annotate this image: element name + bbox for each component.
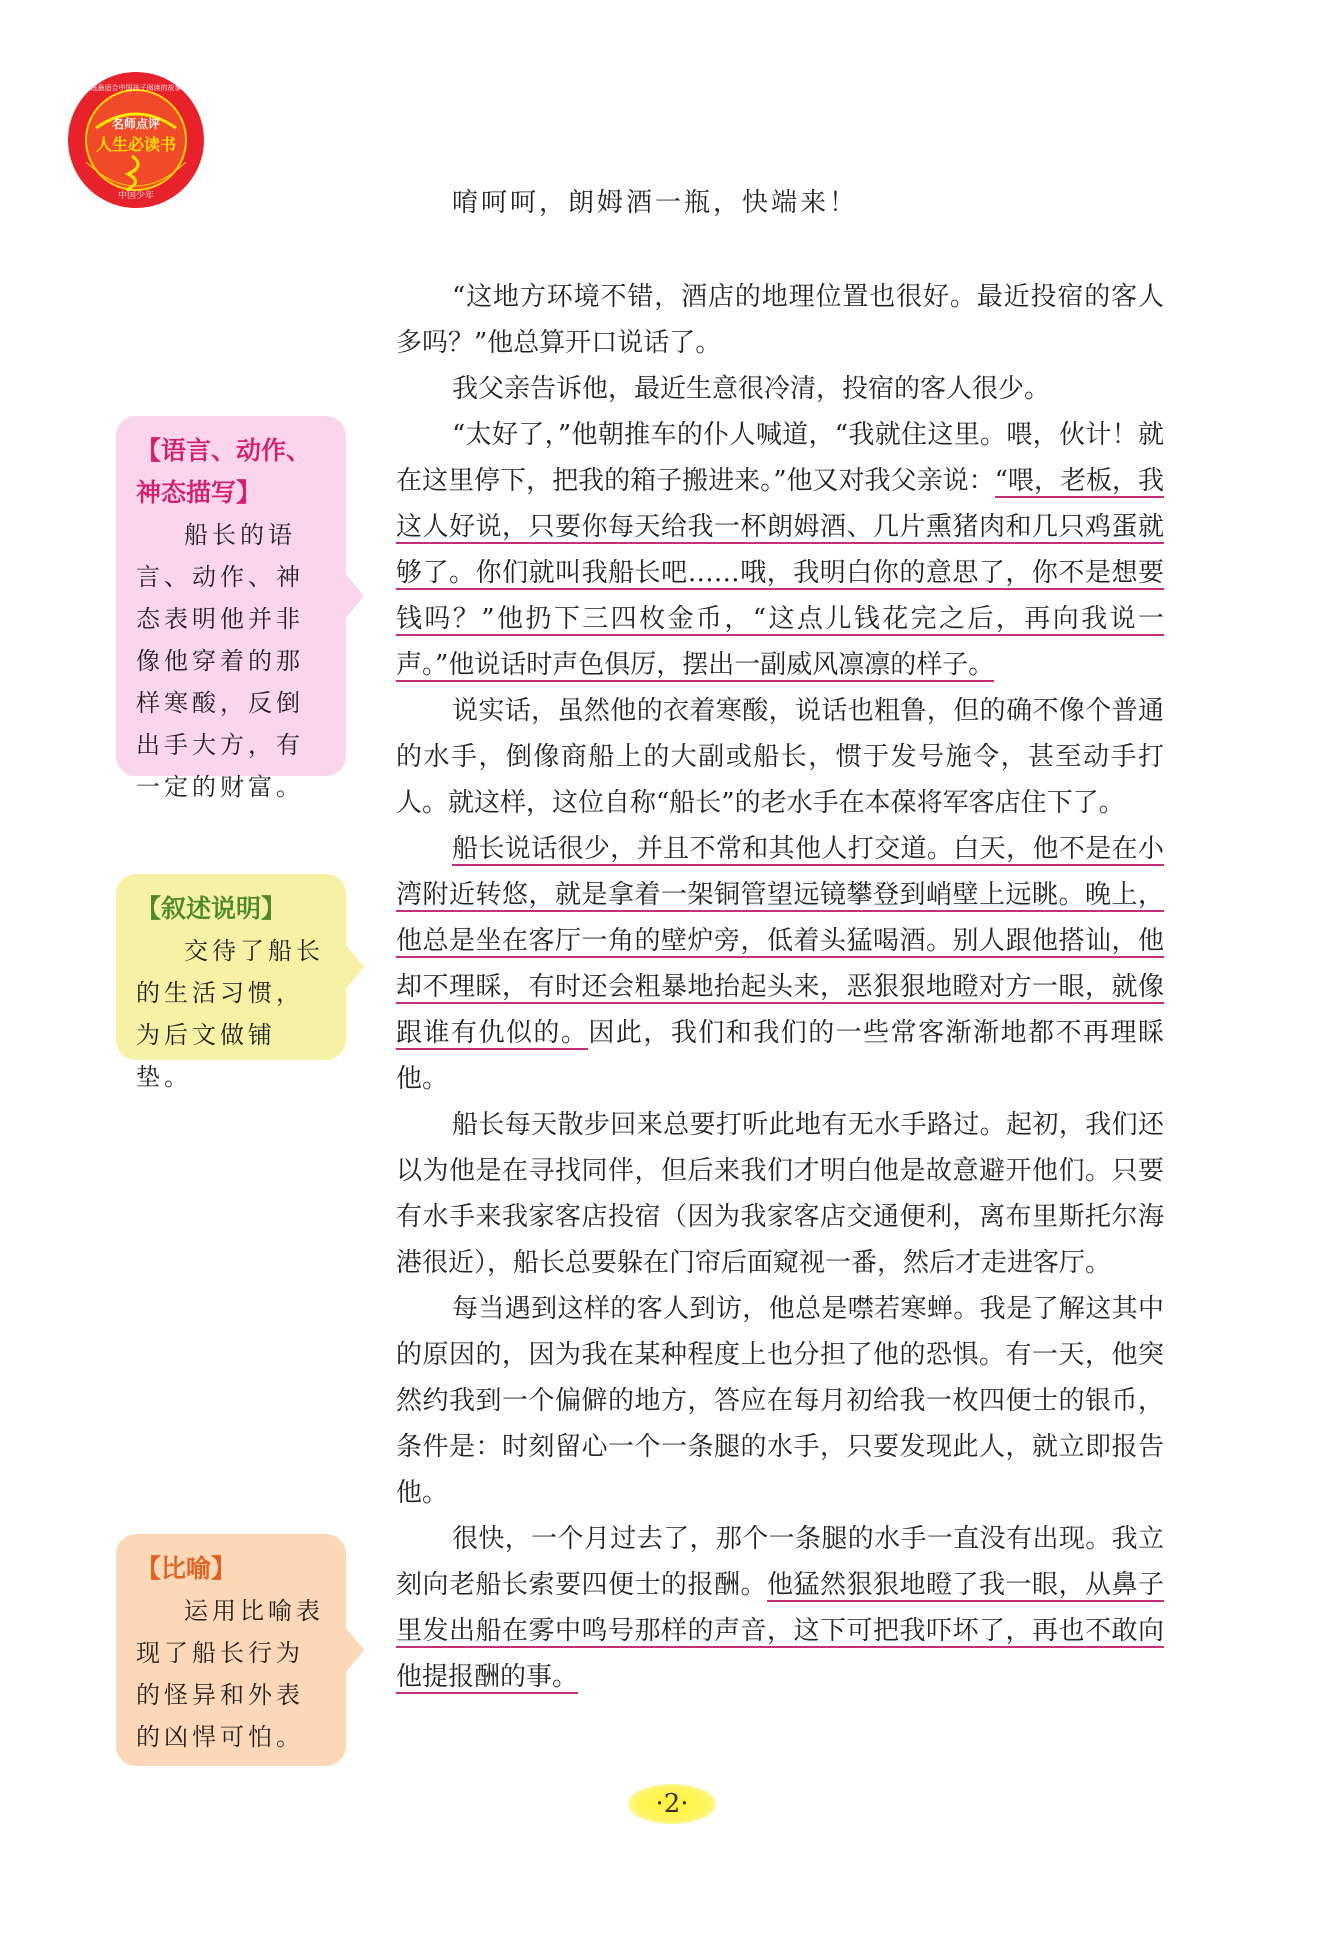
paragraph-7: 每当遇到这样的客人到访，他总是噤若寒蝉。我是了解这其中的原因的，因为我在某种程度上也分担了他的恐惧。有一天，他突然约我到一个偏僻的地方，答应在每月初给我一枚四便士的银币，条件是：时刻留心一个一条腿的水手，只要发现此人，就立即报告他。	[396, 1294, 1164, 1508]
paragraph-3-text: “太好了，”他朝推车的仆人喊道，“我就住这里。喂，伙计！就在这里停下，把我的箱子搬进来。”他又对我父亲说：	[396, 420, 1164, 496]
logo-title-main: 人生必读书	[95, 135, 177, 154]
main-text	[396, 180, 1164, 1700]
paragraph-1: “这地方环境不错，酒店的地理位置也很好。最近投宿的客人多吗？”他总算开口说话了。	[396, 282, 1164, 358]
page-number: ·2·	[628, 1784, 716, 1824]
paragraph-3	[396, 412, 1164, 688]
logo-ring-text: 精选最适合中国孩子阅读的故事书	[83, 84, 189, 92]
logo-title-top: 名师点评	[111, 117, 161, 131]
paragraph-6: 船长每天散步回来总要打听此地有无水手路过。起初，我们还以为他是在寻找同伴，但后来我们才明白他是故意避开他们。只要有水手来我家客店投宿（因为我家客店交通便利，离布里斯托尔海港很近），船长总要躲在门帘后面窥视一番，然后才走进客厅。	[396, 1110, 1164, 1278]
poem-line: 唷呵呵，朗姆酒一瓶，快端来！	[452, 188, 859, 218]
underlined-passage-1: “喂，老板，我这人好说，只要你每天给我一杯朗姆酒、几片熏猪肉和几只鸡蛋就够了。你们就叫我船长吧……哦，我明白你的意思了，你不是想要钱吗？”他扔下三四枚金币，“这点儿钱花完之后，再向我说一声。”他说话时声色俱厉，摆出一副威风凛凛的样子。	[396, 466, 1164, 680]
note-body: 船长的语言、动作、神态表明他并非像他穿着的那样寒酸，反倒出手大方，有一定的财富。	[136, 521, 304, 801]
paragraph-4: 说实话，虽然他的衣着寒酸，说话也粗鲁，但的确不像个普通的水手，倒像商船上的大副或船长，惯于发号施令，甚至动手打人。就这样，这位自称“船长”的老水手在本葆将军客店住下了。	[396, 696, 1164, 818]
paragraph-8-text: 很快，一个月过去了，那个一条腿的水手一直没有出现。我立刻向老船长索要四便士的报酬。	[396, 1524, 1164, 1600]
underlined-passage-3: 他猛然狠狠地瞪了我一眼，从鼻子里发出船在雾中鸣号那样的声音，这下可把我吓坏了，再也不敢向他提报酬的事。	[396, 1570, 1164, 1692]
paragraph-5-text: 因此，我们和我们的一些常客渐渐地都不再理睬他。	[396, 1018, 1164, 1094]
margin-note-narration	[116, 874, 346, 1091]
note-title: 【叙述说明】	[136, 894, 287, 923]
paragraph-2: 我父亲告诉他，最近生意很冷清，投宿的客人很少。	[452, 374, 1051, 404]
note-title: 【语言、动作、神态描写】	[136, 436, 312, 507]
series-logo-badge	[66, 70, 206, 210]
note-body: 运用比喻表现了船长行为的怪异和外表的凶悍可怕。	[136, 1597, 324, 1751]
note-title: 【比喻】	[136, 1554, 237, 1583]
margin-note-metaphor	[116, 1534, 346, 1766]
margin-note-description	[116, 416, 346, 801]
paragraph-5	[396, 826, 1164, 1102]
paragraph-8	[396, 1516, 1164, 1700]
note-body: 交待了船长的生活习惯，为后文做铺垫。	[136, 937, 324, 1091]
underlined-passage-2: 船长说话很少，并且不常和其他人打交道。白天，他不是在小湾附近转悠，就是拿着一架铜管望远镜攀登到峭壁上远眺。晚上，他总是坐在客厅一角的壁炉旁，低着头猛喝酒。别人跟他搭讪，他却不理睬，有时还会粗暴地抬起头来，恶狠狠地瞪对方一眼，就像跟谁有仇似的。	[396, 834, 1164, 1048]
badge-icon	[66, 70, 206, 210]
logo-bottom-text: 中国少年	[117, 191, 155, 201]
